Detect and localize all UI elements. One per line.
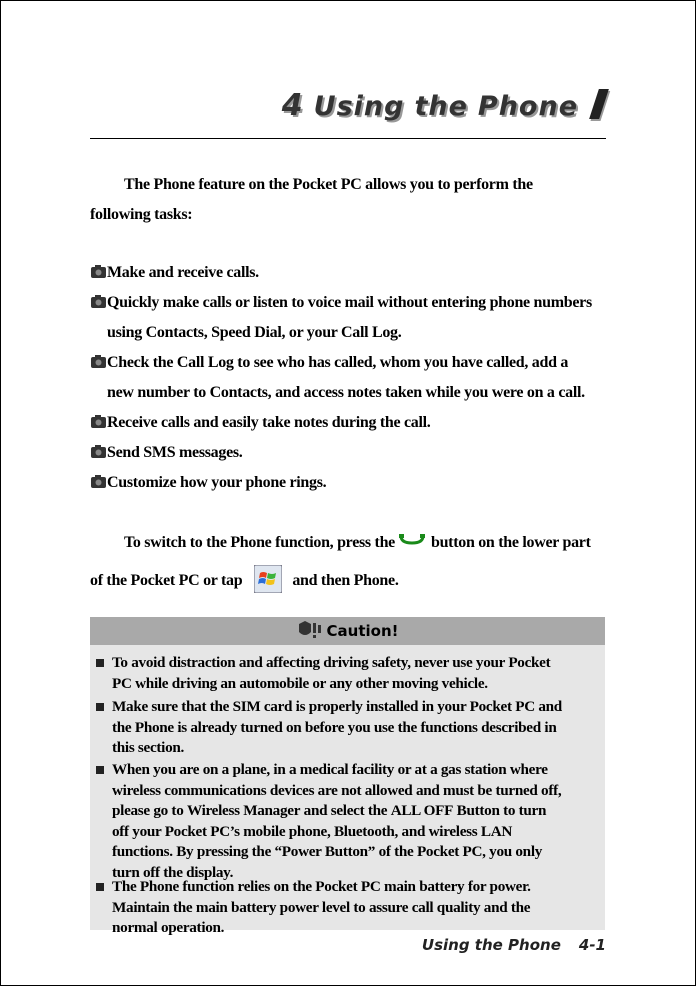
square-bullet-icon xyxy=(96,883,104,891)
footer-title: Using the Phone xyxy=(421,936,561,954)
page-number: 4-1 xyxy=(578,936,606,954)
task-item: Send SMS messages. xyxy=(90,444,243,462)
caution-header xyxy=(90,617,605,645)
phone-button-icon xyxy=(399,534,425,546)
chapter-title-word: Phone xyxy=(477,91,578,122)
all-off-label: ALL OFF xyxy=(390,802,454,819)
switch-line-2: of the Pocket PC or tap and then Phone. xyxy=(90,565,399,593)
task-item: Check the Call Log to see who has called, whom you have called, add a xyxy=(90,354,568,372)
camera-bullet-icon xyxy=(90,294,107,309)
windows-start-icon xyxy=(254,565,282,593)
title-rule xyxy=(90,138,606,139)
speed-dial-link: Speed Dial xyxy=(211,324,282,341)
task-item: Make and receive calls. xyxy=(90,264,259,282)
square-bullet-icon xyxy=(96,659,104,667)
camera-bullet-icon xyxy=(90,444,107,459)
call-log-link: Call Log xyxy=(176,354,234,371)
phone-link: Phone xyxy=(353,572,395,589)
page-footer xyxy=(422,936,606,954)
camera-bullet-icon xyxy=(90,474,107,489)
caution-title: Caution! xyxy=(326,622,399,640)
task-item: Quickly make calls or listen to voice mail without entering phone numbers xyxy=(90,294,592,312)
task-item-continuation: using Contacts, Speed Dial, or your Call Log. xyxy=(107,324,402,341)
chapter-title-word: the xyxy=(414,91,468,122)
square-bullet-icon xyxy=(96,766,104,774)
switch-line-1: To switch to the Phone function, press the button on the lower part xyxy=(124,534,591,551)
contacts-link: Contacts xyxy=(145,324,204,341)
caution-icon xyxy=(297,620,323,640)
camera-bullet-icon xyxy=(90,414,107,429)
task-item: Customize how your phone rings. xyxy=(90,474,326,492)
camera-bullet-icon xyxy=(90,264,107,279)
intro-line-2: following tasks: xyxy=(90,206,193,223)
chapter-number: 4 xyxy=(281,88,304,123)
square-bullet-icon xyxy=(96,703,104,711)
intro-line-1: The Phone feature on the Pocket PC allows you to perform the xyxy=(124,176,533,193)
task-item-continuation: new number to Contacts, and access notes taken while you were on a call. xyxy=(107,384,585,401)
camera-bullet-icon xyxy=(90,354,107,369)
caution-box: Caution! To avoid distraction and affecting driving safety, never use your Pocket PC while driving an automobile or any other moving vehicle. Make sure that the SIM card is properly installed in your Pocket PC and the Phone is already turned on before you use the functions described in this section. When you are on a plane, in a medical facility or at a gas station where wireless communications devices are not allowed and must be turned off, please go to Wireless Manager and select the ALL OFF Button to turn off your Pocket PC’s mobile phone, Bluetooth, and wireless LAN functions. By pressing the “Power Button” of the Pocket PC, you only turn off the display. The Phone function relies on the Pocket PC main battery for power. Maintain the main battery power level to assure call quality and the normal operation. xyxy=(90,617,605,930)
call-log-link: Call Log xyxy=(341,324,398,341)
task-item: Receive calls and easily take notes during the call. xyxy=(90,414,431,432)
wireless-manager-link: Wireless Manager xyxy=(186,802,301,819)
contacts-link: Contacts xyxy=(209,384,268,401)
chapter-title-word: Using xyxy=(313,91,405,122)
chapter-title xyxy=(282,88,604,123)
